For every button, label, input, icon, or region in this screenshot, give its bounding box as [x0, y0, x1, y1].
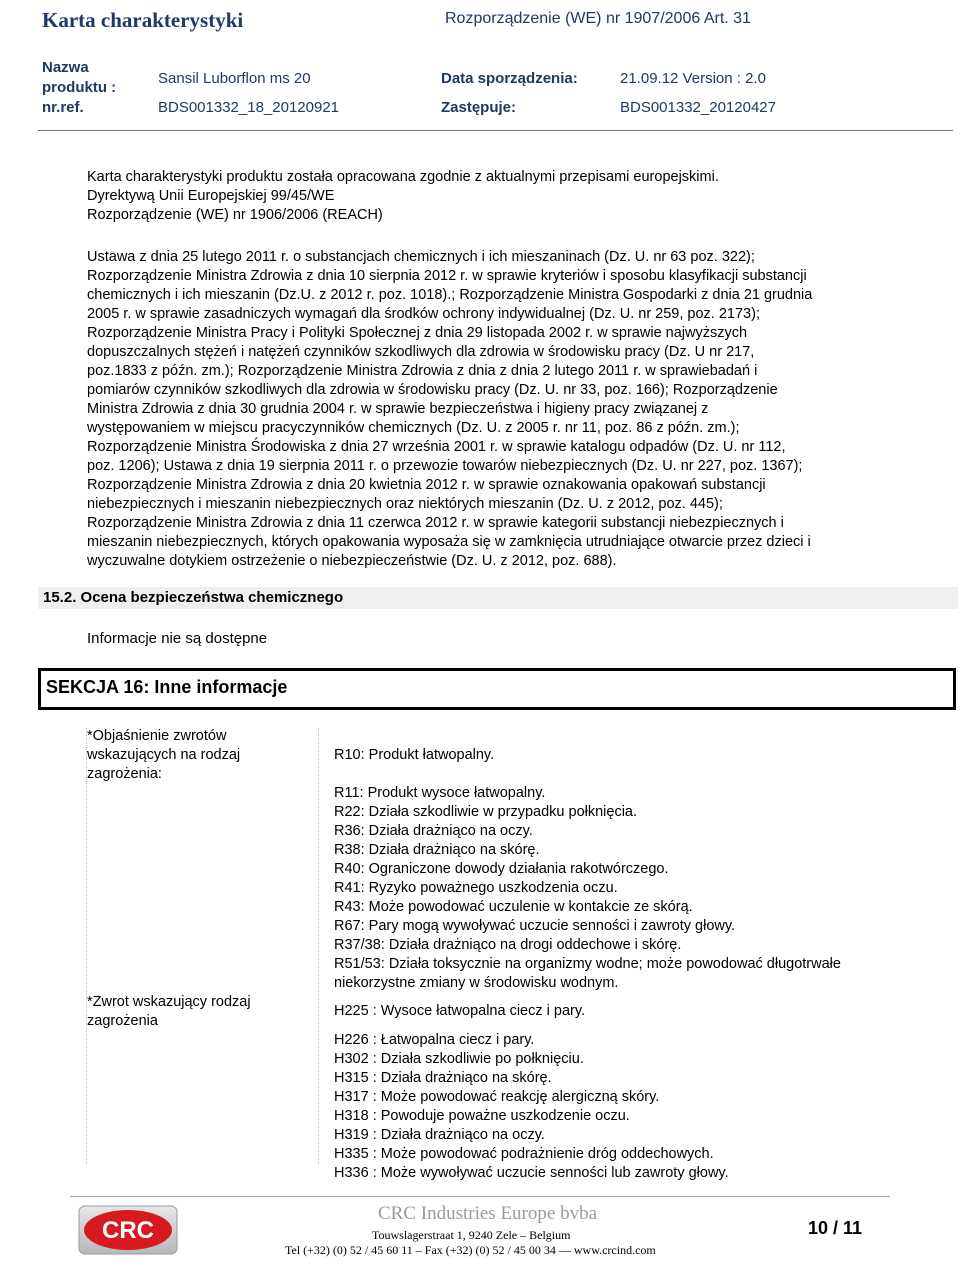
- r-phrase: R40: Ograniczone dowody działania rakotwórczego.: [334, 861, 669, 877]
- r-phrase: R51/53: Działa toksycznie na organizmy wodne; może powodować długotrwałe: [334, 956, 841, 972]
- r-phrase: R37/38: Działa drażniąco na drogi oddechowe i skórę.: [334, 937, 682, 953]
- crc-logo: [78, 1205, 178, 1255]
- r-phrase: R41: Ryzyko poważnego uszkodzenia oczu.: [334, 880, 618, 896]
- r-label-line: zagrożenia:: [87, 766, 162, 782]
- legal-line: Rozporządzenie Ministra Zdrowia z dnia 20 kwietnia 2012 r. w sprawie oznakowania opakowań substancji: [87, 477, 766, 493]
- r-first: R10: Produkt łatwopalny.: [334, 747, 495, 763]
- r-label-line: *Objaśnienie zwrotów: [87, 728, 227, 744]
- legal-intro: [87, 168, 917, 225]
- h-phrase: H335 : Może powodować podrażnienie dróg oddechowych.: [334, 1146, 714, 1162]
- legal-line: Ustawa z dnia 25 lutego 2011 r. o substancjach chemicznych i ich mieszaninach (Dz. U. nr 63 poz. 322);: [87, 249, 755, 265]
- legal-line: mieszanin niebezpiecznych, których opakowania wyposaża się w zamknięcia utrudniające otwarcie przez dzieci i: [87, 534, 811, 550]
- header-divider: [38, 130, 953, 131]
- r-phrase: R38: Działa drażniąco na skórę.: [334, 842, 540, 858]
- section-15-2-header: [38, 587, 958, 609]
- table-column-divider: [318, 728, 319, 1164]
- replaces-value: BDS001332_20120427: [620, 99, 776, 116]
- company-name: CRC Industries Europe bvba: [378, 1203, 598, 1224]
- product-name-label-1: Nazwa: [42, 59, 89, 76]
- r-phrase: R67: Pary mogą wywoływać uczucie senności i zawroty głowy.: [334, 918, 736, 934]
- legal-line: poz. 1206); Ustawa z dnia 19 sierpnia 2011 r. o przewozie towarów niebezpiecznych (Dz. U. nr 227, poz. 1367);: [87, 458, 803, 474]
- r-phrase: R11: Produkt wysoce łatwopalny.: [334, 785, 546, 801]
- r-phrase: niekorzystne zmiany w środowisku wodnym.: [334, 975, 619, 991]
- company-address: Touwslagerstraat 1, 9240 Zele – Belgium: [372, 1228, 571, 1242]
- legal-line: poz.1833 z późn. zm.); Rozporządzenie Ministra Zdrowia z dnia z dnia 2 lutego 2011 r. w sprawiebadań i: [87, 363, 758, 379]
- product-name: Sansil Luborflon ms 20: [158, 70, 311, 87]
- h-phrase: H317 : Może powodować reakcję alergiczną skóry.: [334, 1089, 660, 1105]
- page-number: 10 / 11: [808, 1218, 863, 1238]
- company-contact: Tel (+32) (0) 52 / 45 60 11 – Fax (+32) (0) 52 / 45 00 34 –– www.crcind.com: [285, 1243, 656, 1257]
- legal-line: pomiarów czynników szkodliwych dla zdrowia w środowisku pracy (Dz. U. nr 33, poz. 166); Rozporządzenie: [87, 382, 778, 398]
- r-phrase: R22: Działa szkodliwie w przypadku połknięcia.: [334, 804, 638, 820]
- logo-text: CRC: [102, 1217, 154, 1244]
- h-phrase: H318 : Powoduje poważne uszkodzenie oczu.: [334, 1108, 630, 1124]
- replaces-label: Zastępuje:: [441, 99, 517, 116]
- legal-line: chemicznych i ich mieszanin (Dz.U. z 2012 r. poz. 1018).; Rozporządzenie Ministra Gospodarki z dnia 21 grudnia: [87, 287, 813, 303]
- h-phrase: H315 : Działa drażniąco na skórę.: [334, 1070, 552, 1086]
- h-label-line: *Zwrot wskazujący rodzaj: [87, 994, 251, 1010]
- legal-text: [87, 248, 917, 571]
- section-16-header: [38, 668, 956, 710]
- section-15-2-info: Informacje nie są dostępne: [87, 630, 268, 647]
- h-first: H225 : Wysoce łatwopalna ciecz i pary.: [334, 1003, 586, 1019]
- section-15-2-title: 15.2. Ocena bezpieczeństwa chemicznego: [43, 589, 344, 606]
- legal-line: Rozporządzenie Ministra Zdrowia z dnia 10 sierpnia 2012 r. w sprawie kryteriów i sposobu klasyfikacji substancji: [87, 268, 807, 284]
- r-phrases-label: [87, 727, 277, 784]
- legal-intro-line: Rozporządzenie (WE) nr 1906/2006 (REACH): [87, 207, 383, 223]
- r-phrase: R36: Działa drażniąco na oczy.: [334, 823, 533, 839]
- h-phrase: H319 : Działa drażniąco na oczy.: [334, 1127, 545, 1143]
- legal-line: dopuszczalnych stężeń i natężeń czynników szkodliwych dla zdrowia w środowisku pracy (Dz. U nr 217,: [87, 344, 755, 360]
- r-phrase: R43: Może powodować uczulenie w kontakcie ze skórą.: [334, 899, 693, 915]
- legal-line: wyczuwalne dotykiem ostrzeżenie o niebezpieczeństwie (Dz. U. z 2012, poz. 688).: [87, 553, 617, 569]
- h-phrase: H336 : Może wywoływać uczucie senności lub zawroty głowy.: [334, 1165, 729, 1181]
- legal-line: niebezpiecznych i mieszanin niebezpiecznych oraz niektórych mieszanin (Dz. U. z 2012, poz. 445);: [87, 496, 723, 512]
- table-left-border: [86, 728, 87, 1164]
- legal-line: Rozporządzenie Ministra Zdrowia z dnia 11 czerwca 2012 r. w sprawie kategorii substancji niebezpiecznych i: [87, 515, 784, 531]
- r-phrases-list: [334, 784, 841, 993]
- date-version: 21.09.12 Version : 2.0: [620, 70, 766, 87]
- date-label: Data sporządzenia:: [441, 70, 578, 87]
- ref-value: BDS001332_18_20120921: [158, 99, 340, 116]
- h-phrase: H226 : Łatwopalna ciecz i pary.: [334, 1032, 535, 1048]
- document-title: Karta charakterystyki: [42, 8, 244, 32]
- legal-line: Ministra Zdrowia z dnia 30 grudnia 2004 r. w sprawie bezpieczeństwa i higieny pracy związanej z: [87, 401, 709, 417]
- h-label-line: zagrożenia: [87, 1013, 158, 1029]
- footer-divider: [70, 1196, 890, 1197]
- section-16-title: SEKCJA 16: Inne informacje: [46, 677, 288, 697]
- r-label-line: wskazujących na rodzaj: [87, 747, 241, 763]
- legal-line: występowaniem w miejscu pracyczynników chemicznych (Dz. U. z 2005 r. nr 11, poz. 86 z późn. zm.);: [87, 420, 740, 436]
- legal-intro-line: Karta charakterystyki produktu została opracowana zgodnie z aktualnymi przepisami europejskimi.: [87, 169, 719, 185]
- regulation-reference: Rozporządzenie (WE) nr 1907/2006 Art. 31: [445, 10, 751, 27]
- h-phrases-label: [87, 993, 277, 1031]
- legal-intro-line: Dyrektywą Unii Europejskiej 99/45/WE: [87, 188, 335, 204]
- legal-line: Rozporządzenie Ministra Pracy i Polityki Społecznej z dnia 29 listopada 2002 r. w sprawie najwyższych: [87, 325, 748, 341]
- legal-line: 2005 r. w sprawie zasadniczych wymagań dla środków ochrony indywidualnej (Dz. U. nr 259, poz. 2173);: [87, 306, 760, 322]
- h-phrases-list: [334, 1031, 729, 1183]
- legal-line: Rozporządzenie Ministra Środowiska z dnia 27 września 2001 r. w sprawie katalogu odpadów (Dz. U. nr 112,: [87, 439, 786, 455]
- product-name-label-2: produktu :: [42, 79, 117, 96]
- h-phrase: H302 : Działa szkodliwie po połknięciu.: [334, 1051, 584, 1067]
- ref-label: nr.ref.: [42, 99, 84, 116]
